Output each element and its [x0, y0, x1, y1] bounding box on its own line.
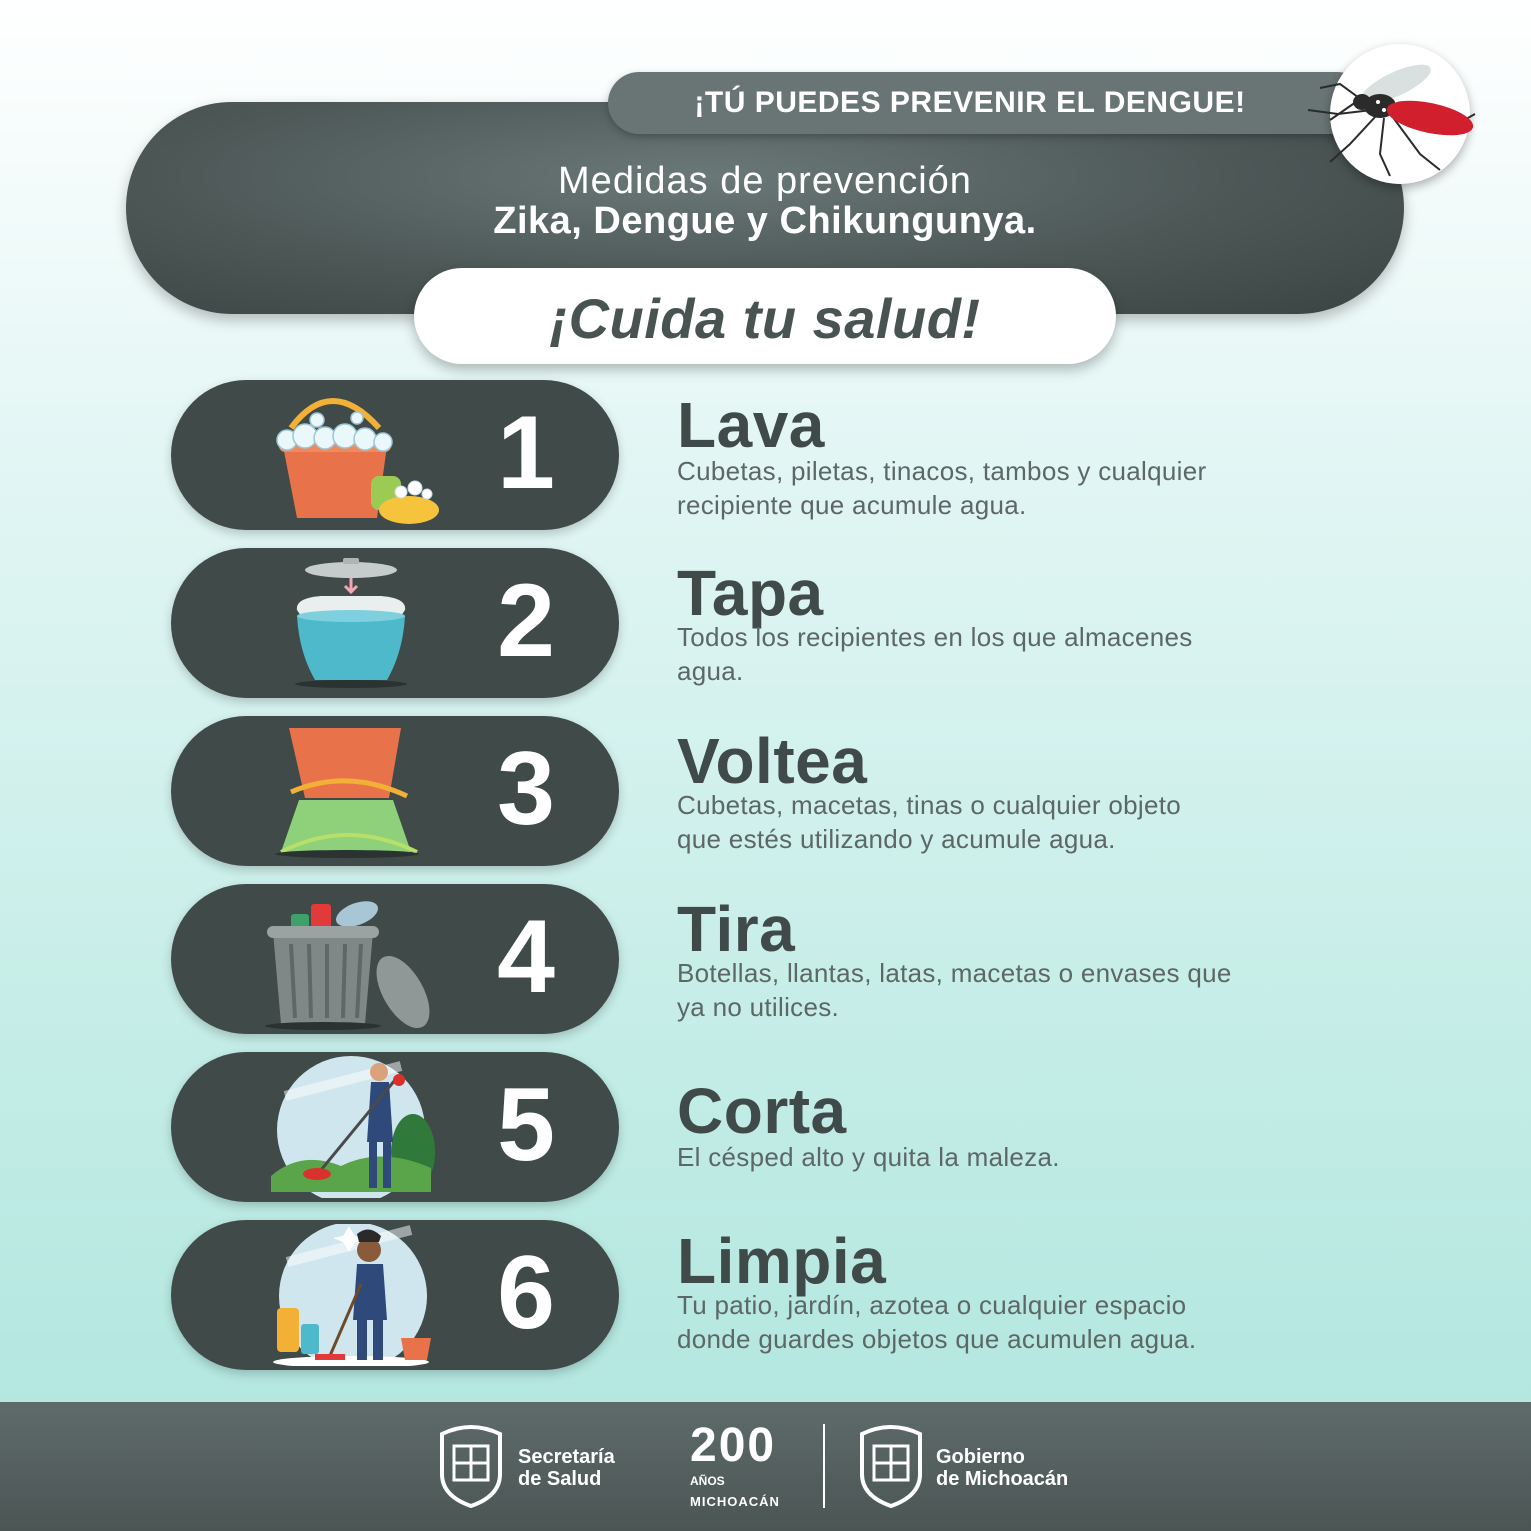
step-2-number: 2: [497, 563, 555, 679]
subtitle-line-1: Medidas de prevención: [558, 160, 972, 202]
slogan-text: ¡TÚ PUEDES PREVENIR EL DENGUE!: [694, 86, 1246, 119]
anniversary-label: AÑOS: [690, 1474, 725, 1488]
call-to-action-text: ¡Cuida tu salud!: [549, 287, 981, 350]
subtitle-line-2: Zika, Dengue y Chikungunya.: [493, 200, 1037, 242]
step-3-pill: [171, 716, 619, 866]
step-2-description-line-1: Todos los recipientes en los que almacenes: [677, 622, 1193, 652]
step-6-description-line-1: Tu patio, jardín, azotea o cualquier espacio: [677, 1290, 1187, 1320]
health-secretariat-line-2: de Salud: [518, 1468, 602, 1490]
step-2-pill: [171, 548, 619, 698]
upturned-buckets-icon: [261, 720, 441, 862]
soapy-bucket-icon: [261, 384, 441, 526]
step-6-description-line-2: donde guardes objetos que acumulen agua.: [677, 1324, 1197, 1354]
step-3-number: 3: [497, 731, 555, 847]
step-1-number: 1: [497, 395, 555, 511]
footer-divider: [823, 1424, 825, 1508]
step-4-number: 4: [497, 899, 555, 1015]
step-6-pill: [171, 1220, 619, 1370]
step-4-description-line-2: ya no utilices.: [677, 992, 840, 1022]
anniversary-number: 200: [690, 1419, 777, 1472]
state-government-line-2: de Michoacán: [936, 1468, 1069, 1490]
step-6-number: 6: [497, 1235, 555, 1351]
step-1-description-line-1: Cubetas, piletas, tinacos, tambos y cualquier: [677, 456, 1207, 486]
step-5-description-line-1: El césped alto y quita la maleza.: [677, 1142, 1060, 1172]
step-3-title: Voltea: [677, 725, 868, 797]
step-5-number: 5: [497, 1067, 555, 1183]
state-government-line-1: Gobierno: [936, 1446, 1025, 1468]
step-1-title: Lava: [677, 389, 825, 461]
step-1-pill: [171, 380, 619, 530]
cleaning-person-icon: [261, 1224, 441, 1366]
step-2-description-line-2: agua.: [677, 656, 744, 686]
step-4-title: Tira: [677, 893, 796, 965]
step-2-title: Tapa: [677, 557, 824, 629]
step-1-description-line-2: recipiente que acumule agua.: [677, 490, 1027, 520]
step-3-description-line-1: Cubetas, macetas, tinas o cualquier objeto: [677, 790, 1181, 820]
grass-trimmer-icon: [261, 1056, 441, 1198]
step-5-title: Corta: [677, 1075, 847, 1147]
state-coat-of-arms-icon: [856, 1424, 926, 1508]
step-5-pill: [171, 1052, 619, 1202]
step-4-description-line-1: Botellas, llantas, latas, macetas o envases que: [677, 958, 1232, 988]
covered-container-icon: [261, 552, 441, 694]
coat-of-arms-icon: [436, 1424, 506, 1508]
anniversary-place: MICHOACÁN: [690, 1494, 780, 1509]
step-4-pill: [171, 884, 619, 1034]
step-3-description-line-2: que estés utilizando y acumule agua.: [677, 824, 1116, 854]
health-secretariat-line-1: Secretaría: [518, 1446, 615, 1468]
step-6-title: Limpia: [677, 1225, 887, 1297]
trash-can-icon: [261, 888, 441, 1030]
